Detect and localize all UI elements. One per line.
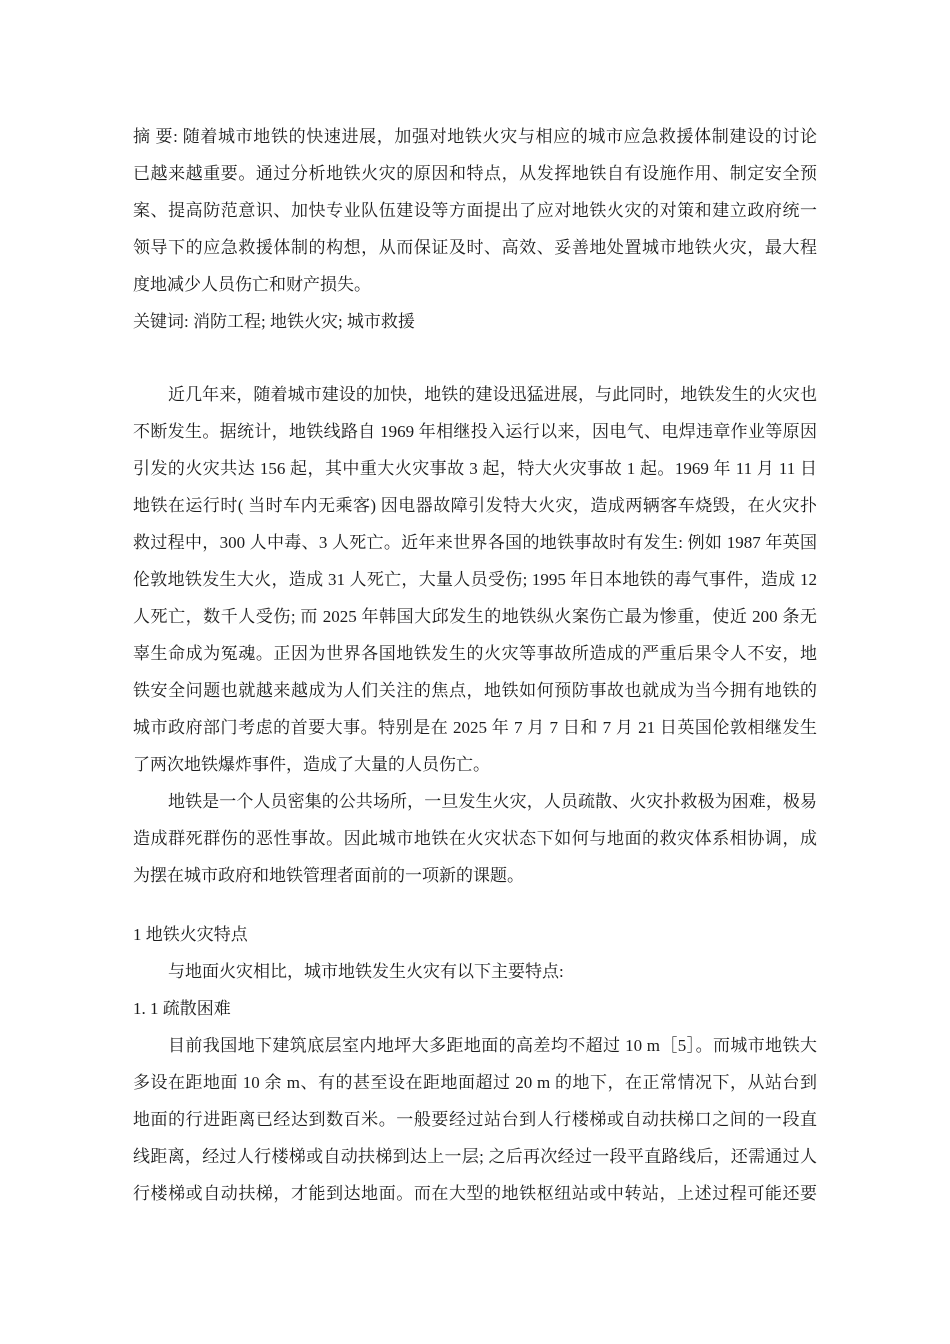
paragraph-line: 地铁在运行时( 当时车内无乘客) 因电器故障引发特大火灾，造成两辆客车烧毁，在火灾扑	[133, 496, 817, 515]
text-block	[133, 118, 817, 1212]
paragraph-line: 引发的火灾共达 156 起，其中重大火灾事故 3 起，特大火灾事故 1 起。1969 年 11 月 11 日	[133, 459, 817, 478]
abstract-line: 领导下的应急救援体制的构想，从而保证及时、高效、妥善地处置城市地铁火灾，最大程	[133, 238, 817, 257]
section-spacer	[133, 340, 817, 376]
paragraph-line: 不断发生。据统计，地铁线路自 1969 年相继投入运行以来，因电气、电焊违章作业等原因	[133, 422, 817, 441]
paragraph-line: 城市政府部门考虑的首要大事。特别是在 2025 年 7 月 7 日和 7 月 21 日英国伦敦相继发生	[133, 718, 817, 737]
paragraph-line: 了两次地铁爆炸事件，造成了大量的人员伤亡。	[133, 755, 490, 774]
paragraph-line: 人死亡，数千人受伤; 而 2025 年韩国大邱发生的地铁纵火案伤亡最为惨重，使近 200 条无	[133, 607, 817, 626]
paragraph-line: 造成群死群伤的恶性事故。因此城市地铁在火灾状态下如何与地面的救灾体系相协调，成	[133, 829, 817, 848]
paragraph-line: 地铁是一个人员密集的公共场所，一旦发生火灾，人员疏散、火灾扑救极为困难，极易	[168, 792, 817, 811]
section-1-1-heading: 1. 1 疏散困难	[133, 999, 231, 1018]
section-1-heading: 1 地铁火灾特点	[133, 925, 248, 944]
paragraph-line: 辜生命成为冤魂。正因为世界各国地铁发生的火灾等事故所造成的严重后果令人不安，地	[133, 644, 817, 663]
paragraph-line: 伦敦地铁发生大火，造成 31 人死亡，大量人员受伤; 1995 年日本地铁的毒气事件，造成 12	[133, 570, 817, 589]
paragraph-line: 为摆在城市政府和地铁管理者面前的一项新的课题。	[133, 866, 524, 885]
paragraph-line: 地面的行进距离已经达到数百米。一般要经过站台到人行楼梯或自动扶梯口之间的一段直	[133, 1110, 817, 1129]
abstract-line: 度地减少人员伤亡和财产损失。	[133, 275, 371, 294]
paragraph-line: 行楼梯或自动扶梯，才能到达地面。而在大型的地铁枢纽站或中转站，上述过程可能还要	[133, 1184, 817, 1203]
paragraph-line: 多设在距地面 10 余 m、有的甚至设在距地面超过 20 m 的地下，在正常情况下，从站台到	[133, 1073, 817, 1092]
paragraph-line: 救过程中，300 人中毒、3 人死亡。近年来世界各国的地铁事故时有发生: 例如 1987 年英国	[133, 533, 817, 552]
section-spacer	[133, 894, 817, 916]
abstract-line: 已越来越重要。通过分析地铁火灾的原因和特点，从发挥地铁自有设施作用、制定安全预	[133, 164, 817, 183]
keywords-line: 关键词: 消防工程; 地铁火灾; 城市救援	[133, 312, 415, 331]
paragraph-line: 目前我国地下建筑底层室内地坪大多距地面的高差均不超过 10 m［5］。而城市地铁大	[168, 1036, 817, 1055]
paragraph-line: 线距离，经过人行楼梯或自动扶梯到达上一层; 之后再次经过一段平直路线后，还需通过人	[133, 1147, 817, 1166]
abstract-line: 摘 要: 随着城市地铁的快速进展，加强对地铁火灾与相应的城市应急救援体制建设的讨论	[133, 127, 817, 146]
paragraph-line: 与地面火灾相比，城市地铁发生火灾有以下主要特点:	[168, 962, 564, 981]
abstract-line: 案、提高防范意识、加快专业队伍建设等方面提出了应对地铁火灾的对策和建立政府统一	[133, 201, 817, 220]
paragraph-line: 铁安全问题也就越来越成为人们关注的焦点，地铁如何预防事故也就成为当今拥有地铁的	[133, 681, 817, 700]
paragraph-line: 近几年来，随着城市建设的加快，地铁的建设迅猛进展，与此同时，地铁发生的火灾也	[168, 385, 817, 404]
